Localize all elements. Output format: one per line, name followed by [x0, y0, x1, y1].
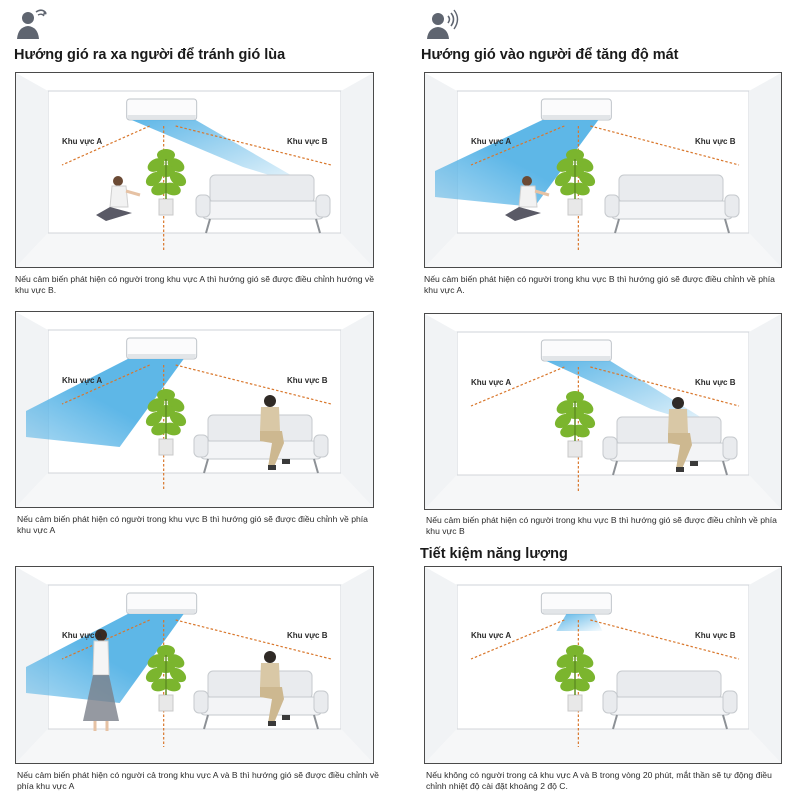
sofa-arm-right [723, 437, 737, 459]
floor [16, 473, 373, 507]
sofa-seat [609, 443, 731, 461]
person-body [668, 409, 688, 433]
person-body [260, 407, 280, 431]
sofa-seat [202, 201, 324, 219]
section-title-avoid-draft: Hướng gió ra xa người để tránh gió lùa [14, 47, 286, 63]
scenario-panel [15, 72, 374, 268]
ac-vent [128, 115, 196, 119]
scenario-panel [15, 566, 374, 764]
plant-pot [159, 695, 173, 711]
scenario-panel [424, 313, 782, 510]
right-wall [749, 314, 781, 509]
scenario-panel [424, 72, 782, 268]
sofa-arm-right [314, 435, 328, 457]
floor [16, 729, 373, 763]
scenario-caption: Nếu không có người trong cả khu vực A và B trong vòng 20 phút, mắt thần sẽ tự động điều chỉnh nhiệt độ cài đặt khoảng 2 độ C. [426, 770, 772, 791]
air-conditioner-icon [127, 99, 197, 120]
floor [425, 475, 781, 509]
zone-label-a: Khu vực A [471, 137, 512, 146]
left-wall [16, 73, 48, 267]
person-body [93, 641, 109, 675]
scenario-panel [15, 311, 374, 508]
sofa-back [619, 175, 723, 203]
room-illustration [16, 73, 373, 267]
person-body [110, 186, 128, 207]
ac-vent [542, 115, 610, 119]
sofa-arm-right [723, 691, 737, 713]
zone-label-b: Khu vực B [695, 137, 736, 146]
sofa-back [617, 671, 721, 699]
right-wall [341, 312, 373, 507]
ac-vent [128, 609, 196, 613]
person-head [264, 395, 276, 407]
plant-pot [568, 695, 582, 711]
person-shoe [268, 721, 276, 726]
plant-pot [568, 441, 582, 457]
air-conditioner-icon [127, 338, 197, 359]
sofa-arm-left [605, 195, 619, 217]
sofa-seat [609, 697, 731, 715]
section-title-increase-cooling: Hướng gió vào người để tăng độ mát [421, 47, 679, 63]
ac-vent [128, 354, 196, 358]
air-conditioner-icon [541, 99, 611, 120]
sofa-arm-left [603, 691, 617, 713]
sofa-arm-right [725, 195, 739, 217]
right-wall [749, 567, 781, 763]
zone-label-a: Khu vực A [471, 631, 512, 640]
zone-label-b: Khu vực B [287, 376, 328, 385]
right-wall [341, 73, 373, 267]
zone-label-b: Khu vực B [287, 137, 328, 146]
sofa-back [210, 175, 314, 203]
person-shoe [690, 461, 698, 466]
sofa-arm-left [194, 435, 208, 457]
air-conditioner-icon [541, 340, 611, 361]
room-illustration [16, 567, 373, 763]
left-wall [425, 314, 457, 509]
sofa-arm-left [603, 437, 617, 459]
floor [16, 233, 373, 267]
room-illustration [425, 73, 781, 267]
sofa-arm-left [194, 691, 208, 713]
ac-vent [542, 609, 610, 613]
right-wall [749, 73, 781, 267]
person-head [522, 176, 532, 186]
air-conditioner-icon [541, 593, 611, 614]
scenario-caption: Nếu cảm biến phát hiện có người trong khu vực B thì hướng gió sẽ được điều chỉnh về phía khu vực A. [424, 274, 775, 295]
person-wind-toward-icon [424, 6, 462, 40]
room-illustration [425, 567, 781, 763]
sofa-seat [200, 697, 322, 715]
person-head [264, 651, 276, 663]
sofa-arm-left [196, 195, 210, 217]
person-head [672, 397, 684, 409]
sofa-arm-right [316, 195, 330, 217]
left-wall [425, 567, 457, 763]
scenario-caption: Nếu cảm biến phát hiện có người trong khu vực A thì hướng gió sẽ được điều chỉnh hướng về khu vực B. [15, 274, 374, 295]
zone-label-b: Khu vực B [695, 378, 736, 387]
person-shoe [676, 467, 684, 472]
ac-vent [542, 356, 610, 360]
scenario-caption: Nếu cảm biến phát hiện có người trong khu vực B thì hướng gió sẽ được điều chỉnh về phía khu vực A [17, 514, 368, 535]
zone-label-a: Khu vực A [471, 378, 512, 387]
person-shoe [282, 459, 290, 464]
person-wind-away-icon [14, 6, 52, 40]
zone-label-b: Khu vực B [695, 631, 736, 640]
room-illustration [425, 314, 781, 509]
zone-label-a: Khu vực A [62, 631, 103, 640]
sofa-seat [611, 201, 733, 219]
sofa-arm-right [314, 691, 328, 713]
sofa-seat [200, 441, 322, 459]
person-shoe [268, 465, 276, 470]
zone-label-a: Khu vực A [62, 376, 103, 385]
floor [425, 729, 781, 763]
scenario-caption: Nếu cảm biến phát hiện có người trong khu vực B thì hướng gió sẽ được điều chỉnh về phía khu vực B [426, 515, 777, 536]
person-head [113, 176, 123, 186]
plant-pot [568, 199, 582, 215]
right-wall [341, 567, 373, 763]
room-illustration [16, 312, 373, 507]
scenario-caption: Nếu cảm biến phát hiện có người cả trong khu vực A và B thì hướng gió sẽ được điều chỉnh về phía khu vực A [17, 770, 379, 791]
person-shoe [282, 715, 290, 720]
floor [425, 233, 781, 267]
section-title-energy-saving: Tiết kiệm năng lượng [420, 546, 568, 562]
scenario-panel [424, 566, 782, 764]
plant-pot [159, 199, 173, 215]
plant-pot [159, 439, 173, 455]
zone-label-a: Khu vực A [62, 137, 103, 146]
person-body [260, 663, 280, 687]
person-body [519, 186, 537, 207]
air-conditioner-icon [127, 593, 197, 614]
zone-label-b: Khu vực B [287, 631, 328, 640]
